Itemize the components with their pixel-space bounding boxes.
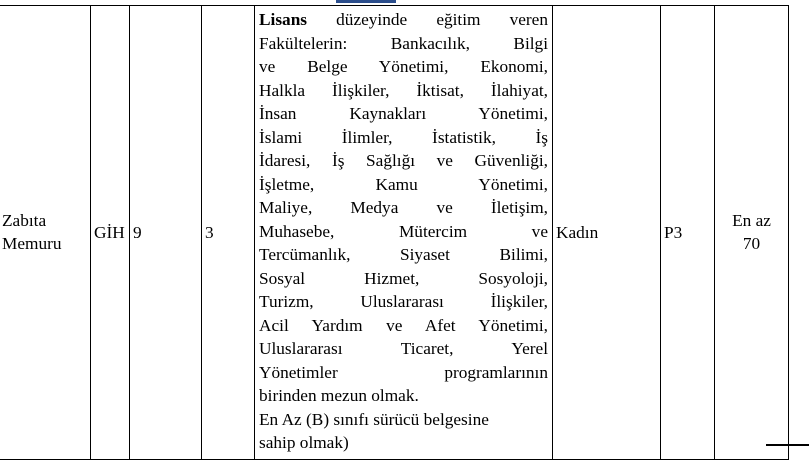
requirement-extra-line-2: sahip olmak) (259, 433, 349, 452)
requirement-line-0 (259, 8, 548, 32)
group-cell: P3 (661, 6, 715, 460)
requirement-line-10: Tercümanlık, Siyaset Bilimi, (259, 245, 548, 264)
position-title-cell (0, 6, 91, 460)
requirement-line-0-rest: düzeyinde eğitim veren (307, 10, 548, 29)
requirement-line-15: Yönetimler programlarının (259, 362, 548, 382)
requirement-line-12: Turizm, Uluslararası İlişkiler, (259, 292, 548, 311)
requirement-line-13: Acil Yardım ve Afet Yönetimi, (259, 315, 548, 335)
requirement-line-7: İşletme, Kamu Yönetimi, (259, 174, 548, 194)
position-title-line1: Zabıta (2, 210, 47, 230)
count-cell-b: 3 (202, 6, 255, 460)
position-title-line2: Memuru (2, 234, 62, 254)
count-cell-a: 9 (130, 6, 202, 460)
requirement-line-14: Uluslararası Ticaret, Yerel (259, 339, 548, 358)
requirement-line-4: İnsan Kaynakları Yönetimi, (259, 104, 548, 123)
requirement-line-16: birinden mezun olmak. (259, 386, 419, 405)
requirement-line-3: Halkla İlişkiler, İktisat, İlahiyat, (259, 80, 548, 100)
requirement-line-11: Sosyal Hizmet, Sosyoloji, (259, 268, 548, 288)
requirement-line-8: Maliye, Medya ve İletişim, (259, 198, 548, 217)
age-line1: En az (732, 210, 771, 230)
requirement-cell (255, 6, 553, 460)
requirement-line-1: Fakültelerin: Bankacılık, Bilgi (259, 33, 548, 53)
position-table (0, 5, 789, 460)
table-row (0, 6, 789, 460)
requirement-line-2: ve Belge Yönetimi, Ekonomi, (259, 57, 548, 76)
top-accent-bar (336, 0, 396, 3)
requirement-line-6: İdaresi, İş Sağlığı ve Güvenliği, (259, 151, 548, 170)
requirement-line-9: Muhasebe, Mütercim ve (259, 221, 548, 241)
requirement-bold-lead: Lisans (259, 10, 308, 29)
category-cell: GİH (91, 6, 130, 460)
requirement-line-5: İslami İlimler, İstatistik, İş (259, 127, 548, 147)
age-cell (715, 6, 789, 460)
gender-cell: Kadın (553, 6, 661, 460)
age-line2: 70 (742, 234, 761, 254)
bottom-rule (766, 444, 809, 446)
requirement-extra-line-1: En Az (B) sınıfı sürücü belgesine (259, 409, 489, 429)
